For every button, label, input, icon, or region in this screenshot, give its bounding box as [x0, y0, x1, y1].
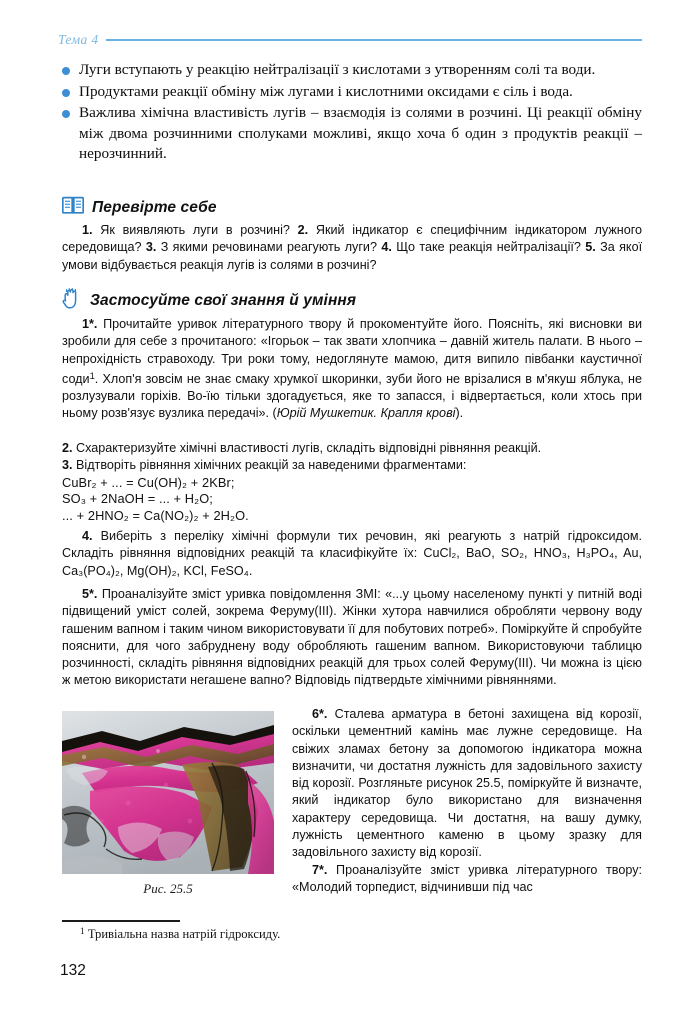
task-number: 2.: [62, 441, 73, 455]
footnote-marker: 1: [89, 370, 95, 381]
task-number: 4.: [82, 529, 93, 543]
list-item: [62, 60, 642, 81]
summary-bullet-list: [62, 60, 642, 166]
rubric-apply-knowledge: [62, 288, 356, 314]
running-head-label: Тема 4: [58, 32, 99, 47]
task-paragraph: [62, 440, 642, 457]
task-number: 6*.: [312, 707, 328, 721]
question-text: З якими речовинами реагують луги?: [160, 240, 377, 255]
chemical-equations: [62, 475, 642, 525]
task-text: Відтворіть рівняння хімічних реакцій за наведеними фрагментами:: [76, 458, 467, 473]
bullet-dot-icon: [62, 89, 70, 97]
task-number: 3.: [62, 458, 73, 473]
task-text: Схарактеризуйте хімічні властивості лугів, складіть відповідні рівняння реакцій.: [76, 441, 542, 455]
task-2-and-3: [62, 440, 642, 524]
rubric-title: Перевірте себе: [92, 199, 217, 216]
task-number: 5*.: [82, 587, 98, 601]
task-text: Прочитайте уривок літературного твору й прокоментуйте його. Поясніть, які висновки ви зробили для себе з прочитаного: «Ігорьок – так звати хлопчика – давній житель палати. В нього – непрохідність стравоходу. Три роки тому, недоглянуте мамою, дитя випило півбанки каустичної соди: [62, 317, 643, 386]
task-paragraph: [62, 457, 642, 474]
bullet-text: Продуктами реакції обміну між лугами і кислотними оксидами є сіль і вода.: [79, 82, 573, 100]
bullet-text: Важлива хімічна властивість лугів – взаємодія із солями в розчині. Ці реакції обміну між двома розчинними сполуками можливі, якщо хоча б один з продуктів реакції – нерозчинний.: [79, 104, 642, 162]
question-number: 4.: [381, 240, 392, 255]
running-head-rule: [106, 39, 642, 42]
hand-icon: [62, 288, 82, 314]
questions-paragraph: [62, 222, 642, 274]
task-paragraph: [62, 528, 642, 580]
bullet-dot-icon: [62, 67, 70, 75]
task-text: Виберіть з переліку хімічні формули тих речовин, які реагують з натрій гідроксидом. Складіть рівняння відповідних реакцій та класифікуйте їх:: [62, 529, 642, 561]
footnote: [62, 920, 642, 942]
question-number: 5.: [585, 240, 596, 255]
task-text-end: ).: [455, 406, 464, 421]
task-4: [62, 528, 642, 580]
question-text: За якої умови відбувається реакція лугів із солями в розчині?: [62, 240, 643, 272]
concrete-indicator-photo: [62, 711, 274, 874]
list-item: [62, 82, 642, 103]
check-yourself-questions: [62, 222, 642, 274]
task-number: 7*.: [312, 862, 328, 877]
figure-25-5: [62, 711, 274, 897]
task-formulas: CuCl₂, BaO, SO₂, HNO₃, H₃PO₄, Au, Ca₃(PO₄)₂, Mg(OH)₂, KCl, FeSO₄.: [62, 546, 642, 578]
footnote-rule: [62, 920, 180, 922]
list-item: [62, 103, 642, 165]
equation-line: CuBr₂ + ... = Cu(OH)₂ + 2KBr;: [62, 474, 235, 490]
question-text: Що таке реакція нейтралізації?: [396, 240, 581, 255]
page-number: 132: [60, 962, 86, 979]
task-number: 1*.: [82, 317, 98, 331]
task-paragraph: [292, 706, 642, 862]
figure-caption: Рис. 25.5: [143, 881, 193, 896]
task-5: [62, 586, 642, 690]
question-text: Який індикатор є специфічним індикатором лужного середовища?: [62, 223, 643, 255]
footnote-body: Тривіальна назва натрій гідроксиду.: [87, 926, 281, 941]
bullet-dot-icon: [62, 110, 70, 118]
footnote-text: [62, 927, 642, 942]
task-paragraph: [292, 862, 642, 897]
equation-line: ... + 2HNO₂ = Ca(NO₂)₂ + 2H₂O.: [62, 507, 249, 523]
task-1: [62, 316, 642, 423]
question-number: 3.: [145, 240, 157, 255]
task-6-and-7-column: [292, 706, 642, 896]
attribution-work: Крапля крові: [380, 406, 456, 421]
bullet-text: Луги вступають у реакцію нейтралізації з кислотами з утворенням солі та води.: [79, 61, 596, 78]
footnote-marker: 1: [80, 926, 85, 937]
task-text: Проаналізуйте зміст уривка літературного твору: «Молодий торпедист, відчинивши під час: [292, 862, 642, 894]
running-head: [58, 29, 642, 51]
task-text: Сталева арматура в бетоні захищена від корозії, оскільки цементний камінь має лужне середовище. На свіжих зламах бетону за допомогою індикатора можна визначити, чи достатня лужність для задовільного захисту від корозії. Розгляньте рисунок 25.5, поміркуйте й визначте, який індикатор було використано для визначення характеру середовища. Чи достатня, на вашу думку, лужність цементного каменю в цьому зразку для задовільного захисту від корозії.: [292, 707, 643, 860]
question-number: 1.: [82, 223, 93, 237]
attribution-author: Юрій Мушкетик.: [276, 406, 378, 421]
task-paragraph: [62, 586, 642, 690]
task-text-after: . Хлоп'я зовсім не знає смаку хрумкої шкоринки, зуби його не врізалися в м'якуш яблука, не розлузували горіхів. Во-їю тільки здогадується, яке то запасся, і відвертається, коли хтось при ньому розв'язує вузлика передачі». (: [62, 371, 642, 421]
equation-line: SO₃ + 2NaOH = ... + H₂O;: [62, 491, 213, 507]
question-number: 2.: [297, 223, 309, 237]
rubric-title: Застосуйте свої знання й уміння: [90, 292, 357, 309]
question-text: Як виявляють луги в розчині?: [100, 223, 290, 237]
task-text: Проаналізуйте зміст уривка повідомлення ЗМІ: «...у цьому населеному пункті у питній воді підвищений уміст солей, зокрема Феруму(III). Жінки хутора навчилися обробляти червону воду гашеним вапном і таким чином використовувати її для побутових потреб». Поміркуйте й спробуйте пояснити, для чого забруднену воду обробляють гашеним вапном. Використовуючи таблицю розчинності, складіть рівняння відповідних реакцій для трьох солей Феруму(III). Чи можна із цією ж метою використати негашене вапно? Відповідь підтвердьте хімічними рівняннями.: [62, 587, 643, 688]
rubric-check-yourself: [62, 196, 217, 220]
task-paragraph: [62, 316, 642, 423]
open-book-icon: [62, 196, 84, 220]
